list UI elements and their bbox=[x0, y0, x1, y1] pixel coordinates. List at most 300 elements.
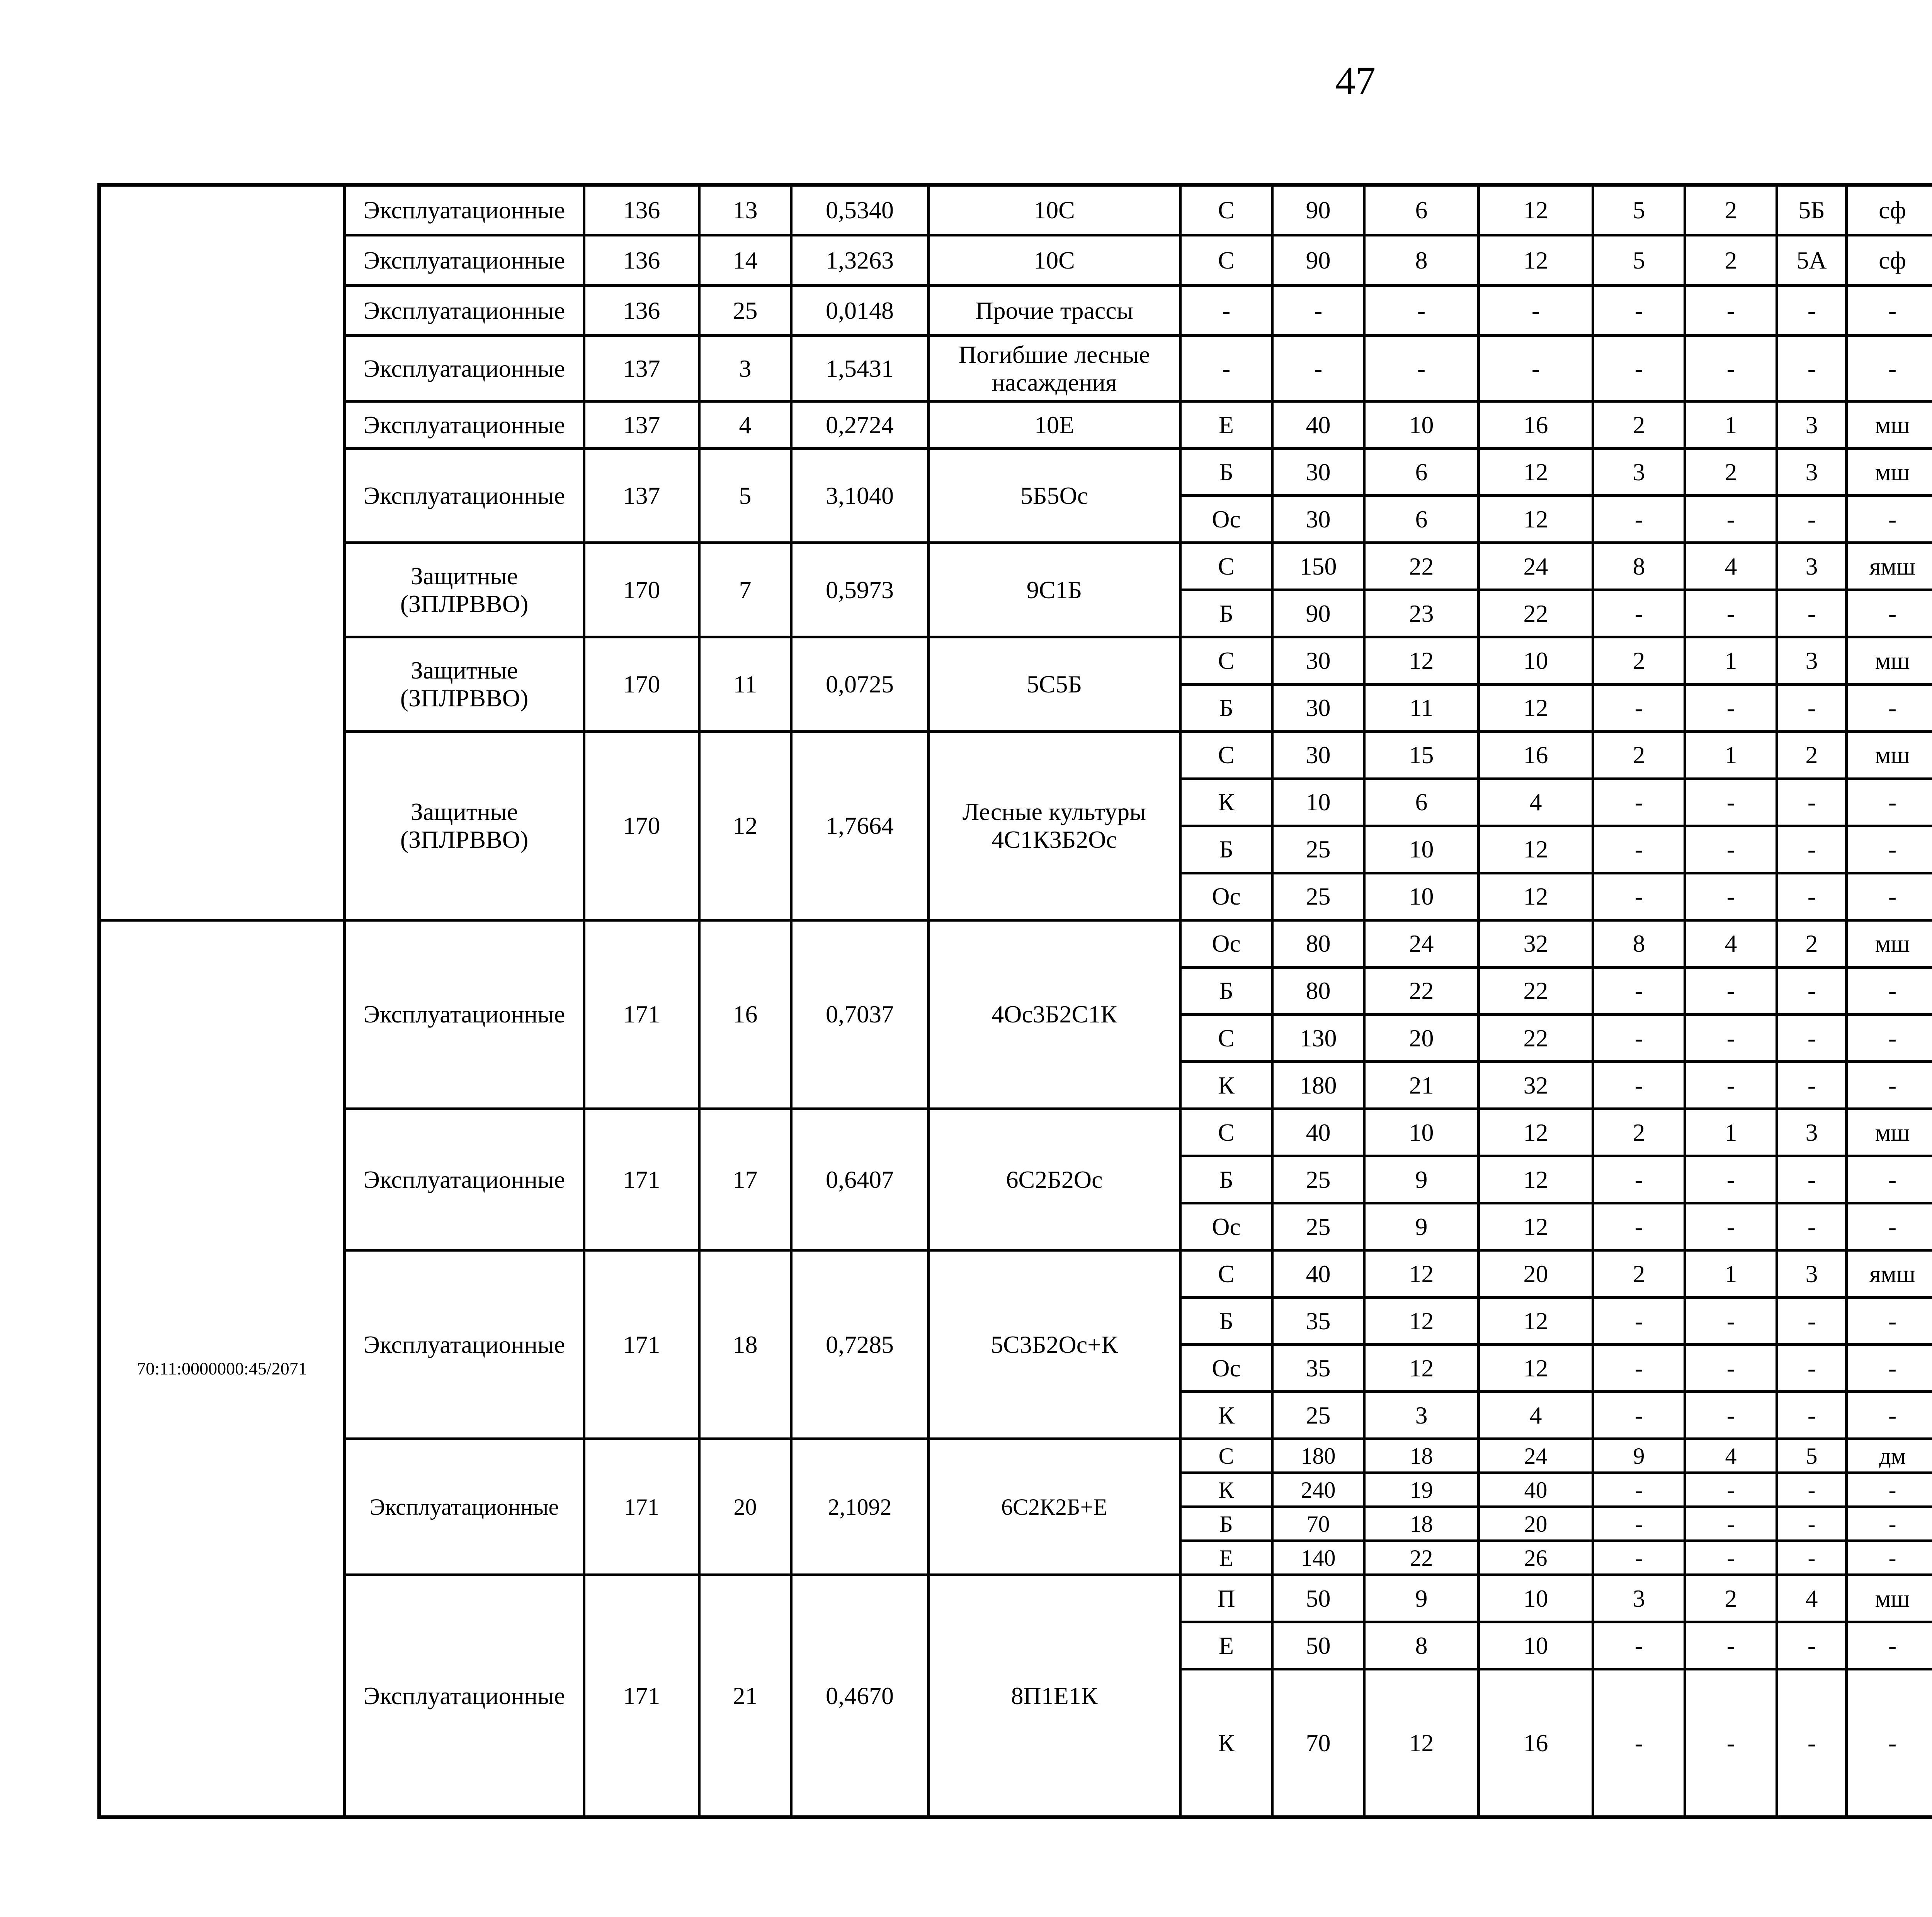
area-cell: 0,7285 bbox=[791, 1250, 929, 1439]
diameter-cell: 10 bbox=[1479, 1622, 1593, 1669]
diameter-cell: 22 bbox=[1479, 967, 1593, 1014]
allotment-cell: 4 bbox=[699, 401, 791, 449]
forest-type-cell: - bbox=[1847, 1345, 1932, 1392]
type-a-cell: - bbox=[1777, 967, 1847, 1014]
allotment-cell: 20 bbox=[699, 1439, 791, 1575]
species-cell: Б bbox=[1180, 590, 1272, 637]
bonitet-cell: 2 bbox=[1685, 1575, 1777, 1622]
height-cell: 9 bbox=[1364, 1156, 1479, 1203]
age-cell: 150 bbox=[1272, 543, 1364, 590]
class-cell: - bbox=[1593, 286, 1685, 336]
type-a-cell: - bbox=[1777, 1156, 1847, 1203]
class-cell: 2 bbox=[1593, 1109, 1685, 1156]
bonitet-cell: - bbox=[1685, 336, 1777, 401]
species-cell: К bbox=[1180, 779, 1272, 826]
age-cell: 40 bbox=[1272, 401, 1364, 449]
species-cell: Ос bbox=[1180, 920, 1272, 967]
diameter-cell: 12 bbox=[1479, 826, 1593, 873]
diameter-cell: 26 bbox=[1479, 1541, 1593, 1575]
diameter-cell: 12 bbox=[1479, 496, 1593, 543]
forest-type-cell: мш bbox=[1847, 920, 1932, 967]
height-cell: 10 bbox=[1364, 401, 1479, 449]
allotment-cell: 13 bbox=[699, 185, 791, 235]
type-a-cell: - bbox=[1777, 1014, 1847, 1061]
bonitet-cell: - bbox=[1685, 1298, 1777, 1345]
bonitet-cell: - bbox=[1685, 684, 1777, 731]
quarter-cell: 171 bbox=[584, 1250, 699, 1439]
bonitet-cell: 1 bbox=[1685, 1109, 1777, 1156]
allotment-cell: 11 bbox=[699, 637, 791, 731]
class-cell: - bbox=[1593, 590, 1685, 637]
forest-type-cell: - bbox=[1847, 1061, 1932, 1109]
quarter-cell: 137 bbox=[584, 449, 699, 543]
age-cell: 30 bbox=[1272, 637, 1364, 684]
category-cell: Защитные (ЗПЛРВВО) bbox=[345, 637, 584, 731]
species-cell: К bbox=[1180, 1061, 1272, 1109]
forest-type-cell: - bbox=[1847, 1669, 1932, 1817]
type-a-cell: 3 bbox=[1777, 637, 1847, 684]
bonitet-cell: - bbox=[1685, 779, 1777, 826]
type-a-cell: - bbox=[1777, 336, 1847, 401]
age-cell: - bbox=[1272, 286, 1364, 336]
composition-cell: 5С3Б2Ос+К bbox=[929, 1250, 1180, 1439]
diameter-cell: - bbox=[1479, 286, 1593, 336]
age-cell: 70 bbox=[1272, 1669, 1364, 1817]
class-cell: 2 bbox=[1593, 401, 1685, 449]
species-cell: Ос bbox=[1180, 1345, 1272, 1392]
diameter-cell: 12 bbox=[1479, 1109, 1593, 1156]
class-cell: - bbox=[1593, 1061, 1685, 1109]
age-cell: - bbox=[1272, 336, 1364, 401]
age-cell: 10 bbox=[1272, 779, 1364, 826]
quarter-cell: 136 bbox=[584, 235, 699, 286]
table-row bbox=[99, 449, 1932, 496]
type-a-cell: - bbox=[1777, 1345, 1847, 1392]
bonitet-cell: 1 bbox=[1685, 1250, 1777, 1298]
forest-type-cell: мш bbox=[1847, 401, 1932, 449]
allotment-cell: 5 bbox=[699, 449, 791, 543]
age-cell: 25 bbox=[1272, 1156, 1364, 1203]
table-row bbox=[99, 1250, 1932, 1298]
forest-type-cell: - bbox=[1847, 1622, 1932, 1669]
forest-type-cell: дм bbox=[1847, 1439, 1932, 1473]
age-cell: 180 bbox=[1272, 1061, 1364, 1109]
species-cell: Е bbox=[1180, 1541, 1272, 1575]
class-cell: - bbox=[1593, 1156, 1685, 1203]
class-cell: - bbox=[1593, 873, 1685, 920]
category-cell: Эксплуатационные bbox=[345, 286, 584, 336]
forest-type-cell: - bbox=[1847, 1392, 1932, 1439]
diameter-cell: 22 bbox=[1479, 590, 1593, 637]
species-cell: К bbox=[1180, 1473, 1272, 1507]
forest-type-cell: мш bbox=[1847, 449, 1932, 496]
composition-cell: 8П1Е1К bbox=[929, 1575, 1180, 1817]
page-number: 47 bbox=[1335, 59, 1376, 103]
height-cell: 6 bbox=[1364, 449, 1479, 496]
forest-type-cell: - bbox=[1847, 1541, 1932, 1575]
allotment-cell: 12 bbox=[699, 731, 791, 920]
table-row bbox=[99, 543, 1932, 590]
diameter-cell: 12 bbox=[1479, 1203, 1593, 1250]
height-cell: 8 bbox=[1364, 1622, 1479, 1669]
type-a-cell: 2 bbox=[1777, 731, 1847, 779]
bonitet-cell: - bbox=[1685, 826, 1777, 873]
species-cell: Б bbox=[1180, 684, 1272, 731]
class-cell: - bbox=[1593, 496, 1685, 543]
diameter-cell: 12 bbox=[1479, 873, 1593, 920]
height-cell: 15 bbox=[1364, 731, 1479, 779]
age-cell: 30 bbox=[1272, 731, 1364, 779]
type-a-cell: 2 bbox=[1777, 920, 1847, 967]
category-cell: Эксплуатационные bbox=[345, 336, 584, 401]
height-cell: 3 bbox=[1364, 1392, 1479, 1439]
bonitet-cell: - bbox=[1685, 967, 1777, 1014]
forest-type-cell: - bbox=[1847, 1156, 1932, 1203]
area-cell: 0,5340 bbox=[791, 185, 929, 235]
class-cell: - bbox=[1593, 336, 1685, 401]
height-cell: 22 bbox=[1364, 967, 1479, 1014]
height-cell: 6 bbox=[1364, 185, 1479, 235]
height-cell: 12 bbox=[1364, 637, 1479, 684]
height-cell: 22 bbox=[1364, 543, 1479, 590]
type-a-cell: 3 bbox=[1777, 1250, 1847, 1298]
diameter-cell: 32 bbox=[1479, 1061, 1593, 1109]
area-cell: 1,7664 bbox=[791, 731, 929, 920]
species-cell: - bbox=[1180, 336, 1272, 401]
class-cell: - bbox=[1593, 1507, 1685, 1541]
class-cell: - bbox=[1593, 967, 1685, 1014]
type-a-cell: - bbox=[1777, 779, 1847, 826]
bonitet-cell: - bbox=[1685, 1507, 1777, 1541]
quarter-cell: 170 bbox=[584, 731, 699, 920]
height-cell: 11 bbox=[1364, 684, 1479, 731]
diameter-cell: 16 bbox=[1479, 401, 1593, 449]
quarter-cell: 136 bbox=[584, 286, 699, 336]
height-cell: 12 bbox=[1364, 1298, 1479, 1345]
diameter-cell: 4 bbox=[1479, 1392, 1593, 1439]
species-cell: Б bbox=[1180, 967, 1272, 1014]
area-cell: 0,5973 bbox=[791, 543, 929, 637]
forest-type-cell: - bbox=[1847, 967, 1932, 1014]
composition-cell: Погибшие лесные насаждения bbox=[929, 336, 1180, 401]
age-cell: 180 bbox=[1272, 1439, 1364, 1473]
age-cell: 40 bbox=[1272, 1109, 1364, 1156]
species-cell: С bbox=[1180, 235, 1272, 286]
forest-type-cell: мш bbox=[1847, 637, 1932, 684]
class-cell: - bbox=[1593, 1014, 1685, 1061]
class-cell: - bbox=[1593, 779, 1685, 826]
allotment-cell: 25 bbox=[699, 286, 791, 336]
bonitet-cell: - bbox=[1685, 1669, 1777, 1817]
age-cell: 140 bbox=[1272, 1541, 1364, 1575]
type-a-cell: - bbox=[1777, 684, 1847, 731]
bonitet-cell: - bbox=[1685, 873, 1777, 920]
class-cell: - bbox=[1593, 1473, 1685, 1507]
age-cell: 80 bbox=[1272, 967, 1364, 1014]
bonitet-cell: 1 bbox=[1685, 401, 1777, 449]
type-a-cell: - bbox=[1777, 1392, 1847, 1439]
category-cell: Защитные (ЗПЛРВВО) bbox=[345, 543, 584, 637]
category-cell: Эксплуатационные bbox=[345, 449, 584, 543]
age-cell: 30 bbox=[1272, 684, 1364, 731]
class-cell: - bbox=[1593, 1669, 1685, 1817]
age-cell: 130 bbox=[1272, 1014, 1364, 1061]
class-cell: 8 bbox=[1593, 920, 1685, 967]
diameter-cell: 20 bbox=[1479, 1250, 1593, 1298]
forest-type-cell: - bbox=[1847, 684, 1932, 731]
table-row bbox=[99, 401, 1932, 449]
bonitet-cell: - bbox=[1685, 496, 1777, 543]
forest-type-cell: - bbox=[1847, 1014, 1932, 1061]
height-cell: 10 bbox=[1364, 1109, 1479, 1156]
class-cell: 9 bbox=[1593, 1439, 1685, 1473]
species-cell: С bbox=[1180, 1109, 1272, 1156]
type-a-cell: - bbox=[1777, 1203, 1847, 1250]
parcel-id-cell: 70:11:0000000:45/2071 bbox=[99, 920, 345, 1817]
table-row bbox=[99, 235, 1932, 286]
height-cell: 22 bbox=[1364, 1541, 1479, 1575]
composition-cell: 5С5Б bbox=[929, 637, 1180, 731]
age-cell: 30 bbox=[1272, 449, 1364, 496]
age-cell: 35 bbox=[1272, 1345, 1364, 1392]
species-cell: Ос bbox=[1180, 873, 1272, 920]
forest-inventory-table bbox=[97, 183, 1932, 1819]
composition-cell: Прочие трассы bbox=[929, 286, 1180, 336]
species-cell: С bbox=[1180, 1014, 1272, 1061]
class-cell: - bbox=[1593, 1541, 1685, 1575]
class-cell: - bbox=[1593, 1203, 1685, 1250]
forest-type-cell: - bbox=[1847, 826, 1932, 873]
bonitet-cell: - bbox=[1685, 1473, 1777, 1507]
area-cell: 0,0148 bbox=[791, 286, 929, 336]
type-a-cell: 3 bbox=[1777, 543, 1847, 590]
allotment-cell: 7 bbox=[699, 543, 791, 637]
class-cell: 5 bbox=[1593, 185, 1685, 235]
class-cell: 5 bbox=[1593, 235, 1685, 286]
forest-type-cell: ямш bbox=[1847, 1250, 1932, 1298]
type-a-cell: - bbox=[1777, 826, 1847, 873]
class-cell: - bbox=[1593, 1345, 1685, 1392]
class-cell: - bbox=[1593, 826, 1685, 873]
diameter-cell: 12 bbox=[1479, 449, 1593, 496]
type-a-cell: 5А bbox=[1777, 235, 1847, 286]
composition-cell: 5Б5Ос bbox=[929, 449, 1180, 543]
category-cell: Эксплуатационные bbox=[345, 401, 584, 449]
diameter-cell: 16 bbox=[1479, 731, 1593, 779]
category-cell: Эксплуатационные bbox=[345, 1439, 584, 1575]
class-cell: 2 bbox=[1593, 731, 1685, 779]
diameter-cell: 22 bbox=[1479, 1014, 1593, 1061]
species-cell: К bbox=[1180, 1392, 1272, 1439]
class-cell: 8 bbox=[1593, 543, 1685, 590]
diameter-cell: 10 bbox=[1479, 1575, 1593, 1622]
type-a-cell: - bbox=[1777, 1061, 1847, 1109]
forest-type-cell: - bbox=[1847, 336, 1932, 401]
type-a-cell: - bbox=[1777, 873, 1847, 920]
age-cell: 25 bbox=[1272, 1392, 1364, 1439]
table-row bbox=[99, 1575, 1932, 1622]
area-cell: 1,3263 bbox=[791, 235, 929, 286]
area-cell: 1,5431 bbox=[791, 336, 929, 401]
height-cell: 19 bbox=[1364, 1473, 1479, 1507]
table-row bbox=[99, 1109, 1932, 1156]
type-a-cell: 5 bbox=[1777, 1439, 1847, 1473]
type-a-cell: - bbox=[1777, 1669, 1847, 1817]
allotment-cell: 16 bbox=[699, 920, 791, 1109]
bonitet-cell: - bbox=[1685, 1203, 1777, 1250]
quarter-cell: 171 bbox=[584, 920, 699, 1109]
species-cell: Ос bbox=[1180, 496, 1272, 543]
area-cell: 3,1040 bbox=[791, 449, 929, 543]
age-cell: 90 bbox=[1272, 235, 1364, 286]
type-a-cell: 3 bbox=[1777, 401, 1847, 449]
table-row bbox=[99, 1439, 1932, 1473]
height-cell: 12 bbox=[1364, 1250, 1479, 1298]
forest-type-cell: ямш bbox=[1847, 543, 1932, 590]
height-cell: 24 bbox=[1364, 920, 1479, 967]
age-cell: 25 bbox=[1272, 1203, 1364, 1250]
area-cell: 0,6407 bbox=[791, 1109, 929, 1250]
age-cell: 80 bbox=[1272, 920, 1364, 967]
table-row bbox=[99, 336, 1932, 401]
composition-cell: 9С1Б bbox=[929, 543, 1180, 637]
quarter-cell: 137 bbox=[584, 336, 699, 401]
category-cell: Эксплуатационные bbox=[345, 1250, 584, 1439]
class-cell: - bbox=[1593, 1298, 1685, 1345]
type-a-cell: - bbox=[1777, 1541, 1847, 1575]
height-cell: 8 bbox=[1364, 235, 1479, 286]
forest-type-cell: - bbox=[1847, 590, 1932, 637]
forest-type-cell: - bbox=[1847, 286, 1932, 336]
allotment-cell: 14 bbox=[699, 235, 791, 286]
forest-type-cell: мш bbox=[1847, 731, 1932, 779]
type-a-cell: - bbox=[1777, 1298, 1847, 1345]
type-a-cell: - bbox=[1777, 1507, 1847, 1541]
category-cell: Эксплуатационные bbox=[345, 1109, 584, 1250]
bonitet-cell: 2 bbox=[1685, 235, 1777, 286]
allotment-cell: 3 bbox=[699, 336, 791, 401]
class-cell: 2 bbox=[1593, 1250, 1685, 1298]
diameter-cell: 12 bbox=[1479, 1298, 1593, 1345]
bonitet-cell: 4 bbox=[1685, 1439, 1777, 1473]
forest-type-cell: мш bbox=[1847, 1575, 1932, 1622]
height-cell: 9 bbox=[1364, 1575, 1479, 1622]
diameter-cell: 16 bbox=[1479, 1669, 1593, 1817]
height-cell: 9 bbox=[1364, 1203, 1479, 1250]
bonitet-cell: 4 bbox=[1685, 543, 1777, 590]
composition-cell: 10Е bbox=[929, 401, 1180, 449]
species-cell: С bbox=[1180, 1250, 1272, 1298]
species-cell: Б bbox=[1180, 449, 1272, 496]
type-a-cell: - bbox=[1777, 1473, 1847, 1507]
bonitet-cell: 2 bbox=[1685, 449, 1777, 496]
height-cell: 10 bbox=[1364, 826, 1479, 873]
area-cell: 0,2724 bbox=[791, 401, 929, 449]
species-cell: Б bbox=[1180, 1156, 1272, 1203]
age-cell: 35 bbox=[1272, 1298, 1364, 1345]
bonitet-cell: 4 bbox=[1685, 920, 1777, 967]
height-cell: 21 bbox=[1364, 1061, 1479, 1109]
quarter-cell: 171 bbox=[584, 1439, 699, 1575]
allotment-cell: 17 bbox=[699, 1109, 791, 1250]
table-row bbox=[99, 637, 1932, 684]
species-cell: С bbox=[1180, 543, 1272, 590]
table-row bbox=[99, 185, 1932, 235]
bonitet-cell: 1 bbox=[1685, 637, 1777, 684]
bonitet-cell: - bbox=[1685, 1014, 1777, 1061]
bonitet-cell: - bbox=[1685, 1061, 1777, 1109]
class-cell: 2 bbox=[1593, 637, 1685, 684]
height-cell: 18 bbox=[1364, 1439, 1479, 1473]
forest-type-cell: - bbox=[1847, 496, 1932, 543]
diameter-cell: 12 bbox=[1479, 185, 1593, 235]
forest-type-cell: мш bbox=[1847, 1109, 1932, 1156]
age-cell: 25 bbox=[1272, 826, 1364, 873]
quarter-cell: 136 bbox=[584, 185, 699, 235]
diameter-cell: 12 bbox=[1479, 235, 1593, 286]
bonitet-cell: 2 bbox=[1685, 185, 1777, 235]
forest-type-cell: - bbox=[1847, 1298, 1932, 1345]
age-cell: 90 bbox=[1272, 590, 1364, 637]
species-cell: С bbox=[1180, 731, 1272, 779]
height-cell: 23 bbox=[1364, 590, 1479, 637]
composition-cell: 6С2К2Б+Е bbox=[929, 1439, 1180, 1575]
age-cell: 50 bbox=[1272, 1622, 1364, 1669]
type-a-cell: 5Б bbox=[1777, 185, 1847, 235]
species-cell: С bbox=[1180, 637, 1272, 684]
area-cell: 0,4670 bbox=[791, 1575, 929, 1817]
age-cell: 40 bbox=[1272, 1250, 1364, 1298]
allotment-cell: 21 bbox=[699, 1575, 791, 1817]
forest-type-cell: - bbox=[1847, 779, 1932, 826]
species-cell: Е bbox=[1180, 1622, 1272, 1669]
type-a-cell: 3 bbox=[1777, 449, 1847, 496]
category-cell: Эксплуатационные bbox=[345, 235, 584, 286]
age-cell: 30 bbox=[1272, 496, 1364, 543]
height-cell: - bbox=[1364, 286, 1479, 336]
species-cell: К bbox=[1180, 1669, 1272, 1817]
quarter-cell: 170 bbox=[584, 637, 699, 731]
height-cell: 12 bbox=[1364, 1345, 1479, 1392]
forest-type-cell: сф bbox=[1847, 185, 1932, 235]
height-cell: 12 bbox=[1364, 1669, 1479, 1817]
type-a-cell: - bbox=[1777, 496, 1847, 543]
type-a-cell: - bbox=[1777, 286, 1847, 336]
class-cell: - bbox=[1593, 1622, 1685, 1669]
bonitet-cell: - bbox=[1685, 1156, 1777, 1203]
quarter-cell: 137 bbox=[584, 401, 699, 449]
age-cell: 50 bbox=[1272, 1575, 1364, 1622]
diameter-cell: 20 bbox=[1479, 1507, 1593, 1541]
composition-cell: Лесные культуры 4С1К3Б2Ос bbox=[929, 731, 1180, 920]
allotment-cell: 18 bbox=[699, 1250, 791, 1439]
category-cell: Эксплуатационные bbox=[345, 920, 584, 1109]
area-cell: 2,1092 bbox=[791, 1439, 929, 1575]
diameter-cell: 12 bbox=[1479, 1345, 1593, 1392]
bonitet-cell: - bbox=[1685, 1345, 1777, 1392]
bonitet-cell: - bbox=[1685, 1392, 1777, 1439]
diameter-cell: 24 bbox=[1479, 1439, 1593, 1473]
table-row bbox=[99, 920, 1932, 967]
forest-type-cell: - bbox=[1847, 1507, 1932, 1541]
species-cell: Ос bbox=[1180, 1203, 1272, 1250]
diameter-cell: 32 bbox=[1479, 920, 1593, 967]
type-a-cell: 3 bbox=[1777, 1109, 1847, 1156]
height-cell: 10 bbox=[1364, 873, 1479, 920]
species-cell: Б bbox=[1180, 1507, 1272, 1541]
area-cell: 0,7037 bbox=[791, 920, 929, 1109]
age-cell: 25 bbox=[1272, 873, 1364, 920]
